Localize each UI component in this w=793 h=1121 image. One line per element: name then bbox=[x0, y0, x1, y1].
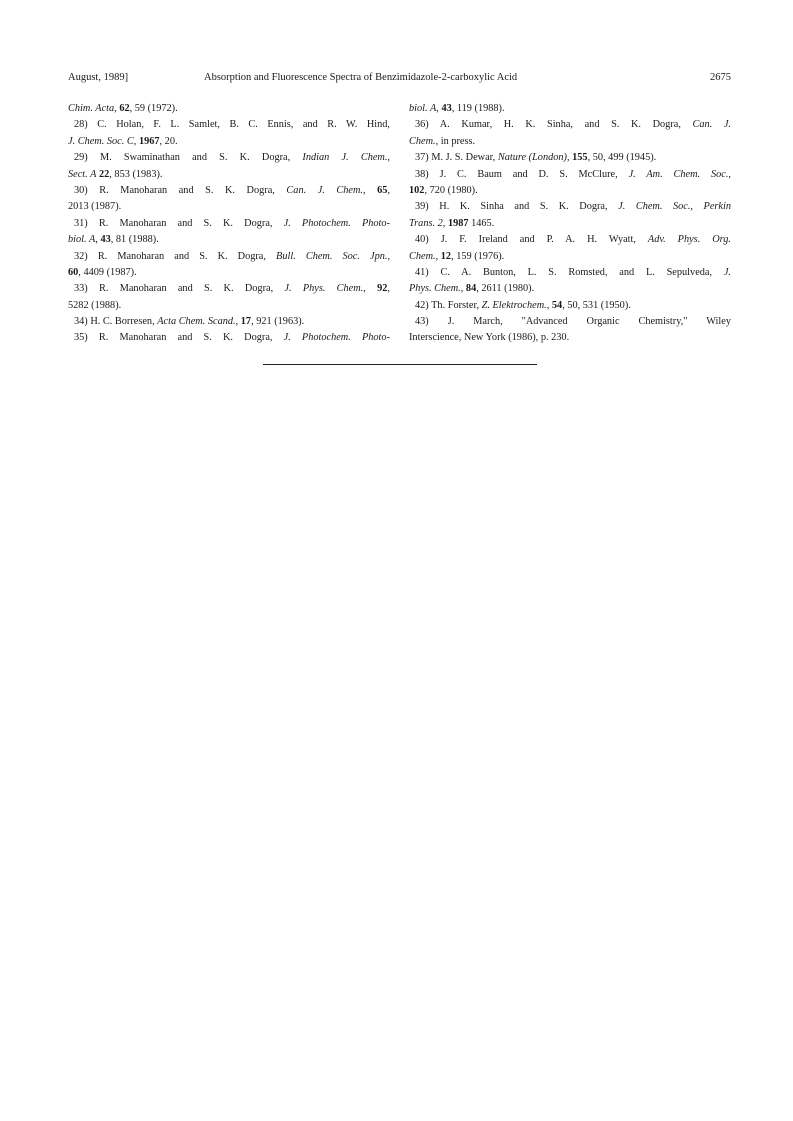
reference-39-cont: Trans. 2, 1987 1465. bbox=[409, 217, 495, 229]
reference-31-cont: biol. A, 43, 81 (1988). bbox=[68, 234, 159, 246]
reference-39: 39) H. K. Sinha and S. K. Dogra, J. Chem. Soc., Perkin bbox=[415, 201, 732, 213]
reference-33: 33) R. Manoharan and S. K. Dogra, J. Phys. Chem., 92, bbox=[74, 283, 390, 295]
reference-29-cont: Sect. A 22, 853 (1983). bbox=[68, 168, 163, 180]
reference-30-cont: 2013 (1987). bbox=[68, 201, 122, 213]
reference-35: 35) R. Manoharan and S. K. Dogra, J. Photochem. Photo- bbox=[74, 332, 390, 344]
page-number: 2675 bbox=[710, 72, 731, 83]
reference-43-cont: Interscience, New York (1986), p. 230. bbox=[409, 332, 570, 344]
reference-42: 42) Th. Forster, Z. Elektrochem., 54, 50, 531 (1950). bbox=[415, 299, 631, 311]
reference-38: 38) J. C. Baum and D. S. McClure, J. Am. Chem. Soc., bbox=[415, 168, 731, 180]
reference-31: 31) R. Manoharan and S. K. Dogra, J. Photochem. Photo- bbox=[74, 217, 390, 229]
reference-29: 29) M. Swaminathan and S. K. Dogra, Indian J. Chem., bbox=[74, 152, 391, 164]
reference-28-cont: J. Chem. Soc. C, 1967, 20. bbox=[68, 135, 178, 147]
running-title: Absorption and Fluorescence Spectra of Benzimidazole-2-carboxylic Acid bbox=[204, 72, 518, 83]
running-header bbox=[68, 72, 731, 88]
reference-33-cont: 5282 (1988). bbox=[68, 299, 122, 311]
reference-43: 43) J. March, "Advanced Organic Chemistry," Wiley bbox=[415, 316, 731, 328]
reference-41: 41) C. A. Bunton, L. S. Romsted, and L. Sepulveda, J. bbox=[415, 266, 731, 278]
reference-34: 34) H. C. Borresen, Acta Chem. Scand., 17, 921 (1963). bbox=[74, 316, 305, 328]
end-of-article-rule bbox=[263, 364, 537, 365]
reference-38-cont: 102, 720 (1980). bbox=[409, 184, 478, 196]
reference-32: 32) R. Manoharan and S. K. Dogra, Bull. Chem. Soc. Jpn., bbox=[74, 250, 391, 262]
reference-37: 37) M. J. S. Dewar, Nature (London), 155, 50, 499 (1945). bbox=[415, 152, 657, 164]
reference-40-cont: Chem., 12, 159 (1976). bbox=[409, 250, 505, 262]
issue-date: August, 1989] bbox=[68, 72, 129, 83]
reference-41-cont: Phys. Chem., 84, 2611 (1980). bbox=[409, 283, 535, 295]
reference-28: 28) C. Holan, F. L. Samlet, B. C. Ennis, and R. W. Hind, bbox=[74, 119, 391, 131]
reference-40: 40) J. F. Ireland and P. A. H. Wyatt, Adv. Phys. Org. bbox=[415, 234, 731, 246]
reference-30: 30) R. Manoharan and S. K. Dogra, Can. J. Chem., 65, bbox=[74, 184, 391, 196]
reference-27-continuation: Chim. Acta, 62, 59 (1972). bbox=[68, 103, 178, 114]
reference-36: 36) A. Kumar, H. K. Sinha, and S. K. Dogra, Can. J. bbox=[415, 119, 731, 131]
reference-36-cont: Chem., in press. bbox=[409, 135, 476, 147]
reference-32-cont: 60, 4409 (1987). bbox=[68, 266, 137, 278]
references-right-column bbox=[409, 101, 731, 347]
reference-35-continuation: biol. A, 43, 119 (1988). bbox=[409, 103, 505, 114]
references-left-column bbox=[68, 101, 390, 347]
